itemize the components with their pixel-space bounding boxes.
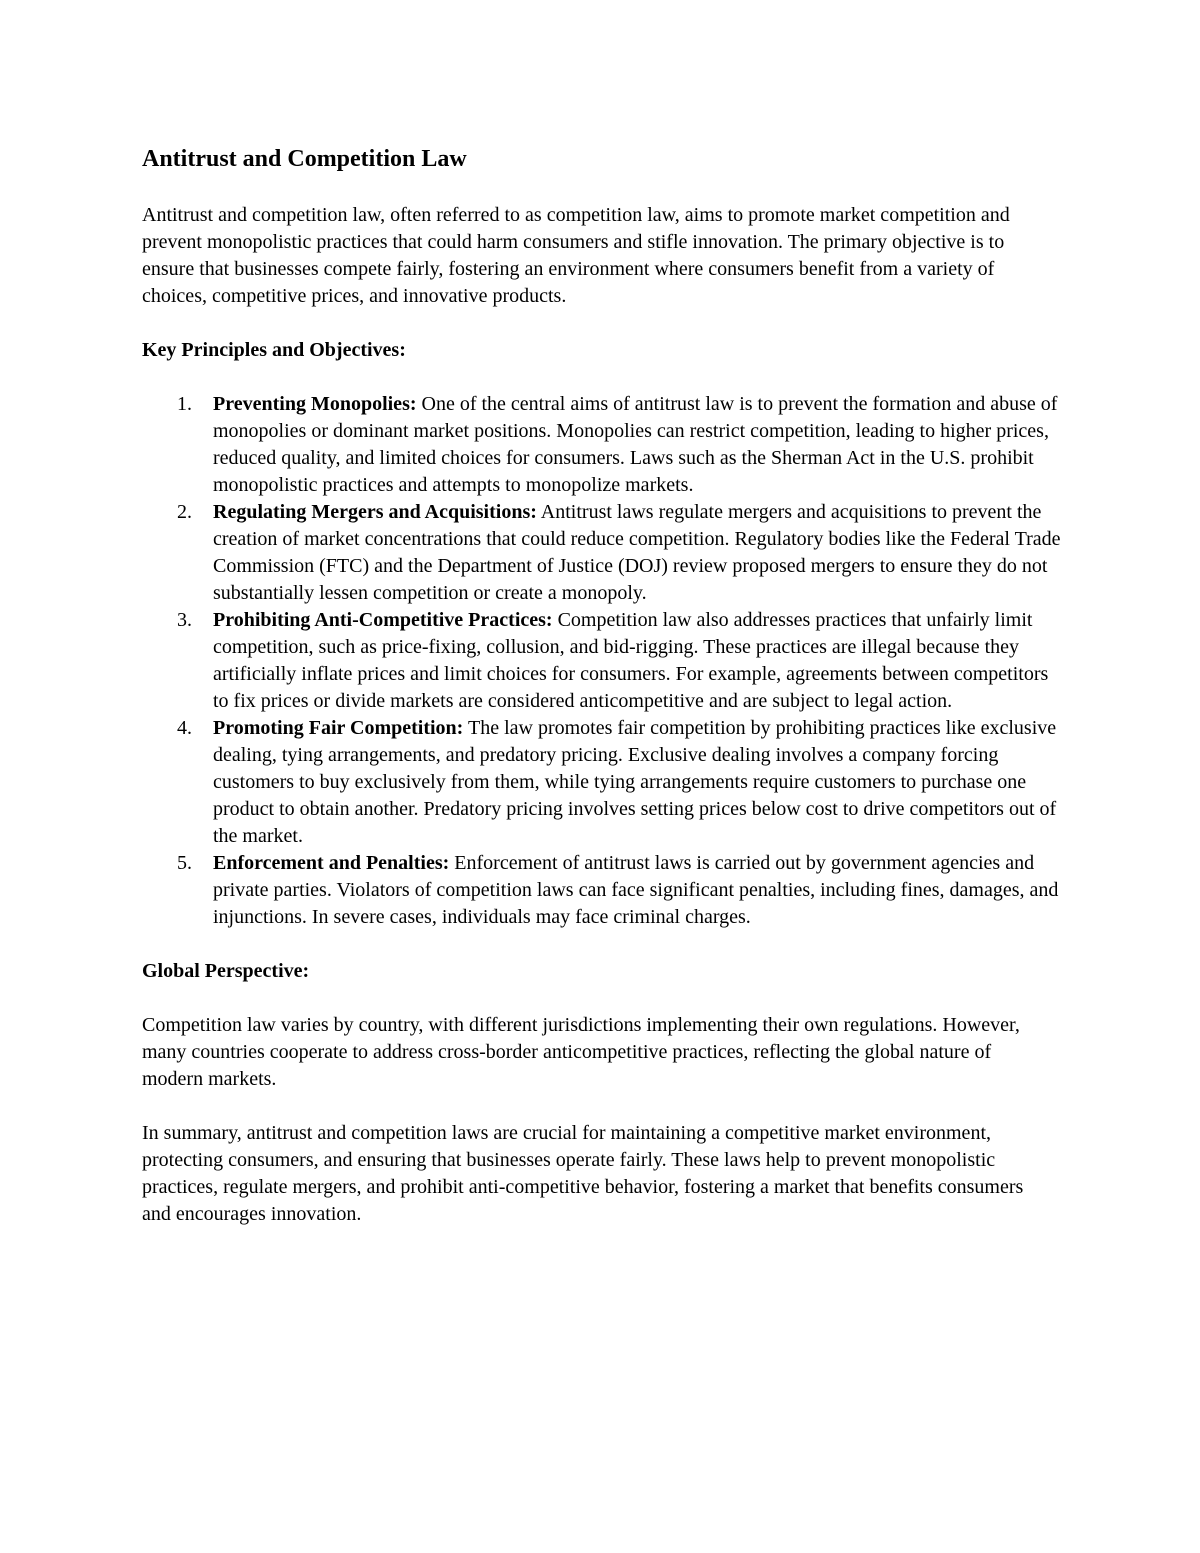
list-item-number: 1. (177, 393, 192, 415)
list-item-number: 3. (177, 609, 192, 631)
summary-paragraph: In summary, antitrust and competition laws are crucial for maintaining a competitive market environment, protecting consumers, and ensuring that businesses operate fairly. These laws help to prevent monopolistic practices, regulate mergers, and prohibit anti-competitive behavior, fostering a market that benefits consumers and encourages innovation. (142, 1122, 1024, 1225)
list-item-text: Antitrust laws regulate mergers and acquisitions to prevent the creation of market concentrations that could reduce competition. Regulatory bodies like the Federal Trade Commission (FTC) and the Department of Justice (DOJ) review proposed mergers to ensure they do not substantially lessen competition or create a monopoly. (213, 501, 1061, 604)
global-perspective-paragraph: Competition law varies by country, with different jurisdictions implementing their own regulations. However, many countries cooperate to address cross-border anticompetitive practices, reflecting the global nature of modern markets. (142, 1014, 1020, 1090)
list-item (177, 499, 1067, 607)
list-item-term: Promoting Fair Competition: (213, 717, 464, 739)
list-item-text: One of the central aims of antitrust law is to prevent the formation and abuse of monopolies or dominant market positions. Monopolies can restrict competition, leading to higher prices, reduced quality, and limited choices for consumers. Laws such as the Sherman Act in the U.S. prohibit monopolistic practices and attempts to monopolize markets. (213, 393, 1058, 496)
list-item (177, 715, 1067, 850)
global-perspective-heading: Global Perspective: (142, 960, 310, 982)
principles-list (142, 391, 1067, 931)
list-item-text: Enforcement of antitrust laws is carried out by government agencies and private parties. Violators of competition laws can face significant penalties, including fines, damages, and injunctions. In severe cases, individuals may face criminal charges. (213, 852, 1059, 928)
list-item (177, 607, 1067, 715)
list-item-term: Enforcement and Penalties: (213, 852, 450, 874)
list-item-number: 2. (177, 501, 192, 523)
list-item-text: Competition law also addresses practices that unfairly limit competition, such as price-fixing, collusion, and bid-rigging. These practices are illegal because they artificially inflate prices and limit choices for consumers. For example, agreements between competitors to fix prices or divide markets are considered anticompetitive and are subject to legal action. (213, 609, 1049, 712)
list-item-term: Prohibiting Anti-Competitive Practices: (213, 609, 553, 631)
list-item-term: Preventing Monopolies: (213, 393, 417, 415)
list-item-number: 5. (177, 852, 192, 874)
list-item-term: Regulating Mergers and Acquisitions: (213, 501, 537, 523)
document-page (142, 144, 1067, 1228)
intro-paragraph: Antitrust and competition law, often referred to as competition law, aims to promote market competition and prevent monopolistic practices that could harm consumers and stifle innovation. The primary objective is to ensure that businesses compete fairly, fostering an environment where consumers benefit from a variety of choices, competitive prices, and innovative products. (142, 204, 1010, 307)
document-title: Antitrust and Competition Law (142, 146, 467, 172)
list-item-text: The law promotes fair competition by prohibiting practices like exclusive dealing, tying arrangements, and predatory pricing. Exclusive dealing involves a company forcing customers to buy exclusively from them, while tying arrangements require customers to purchase one product to obtain another. Predatory pricing involves setting prices below cost to drive competitors out of the market. (213, 717, 1057, 847)
key-principles-heading: Key Principles and Objectives: (142, 339, 406, 361)
list-item (177, 850, 1067, 931)
list-item (177, 391, 1067, 499)
list-item-number: 4. (177, 717, 192, 739)
